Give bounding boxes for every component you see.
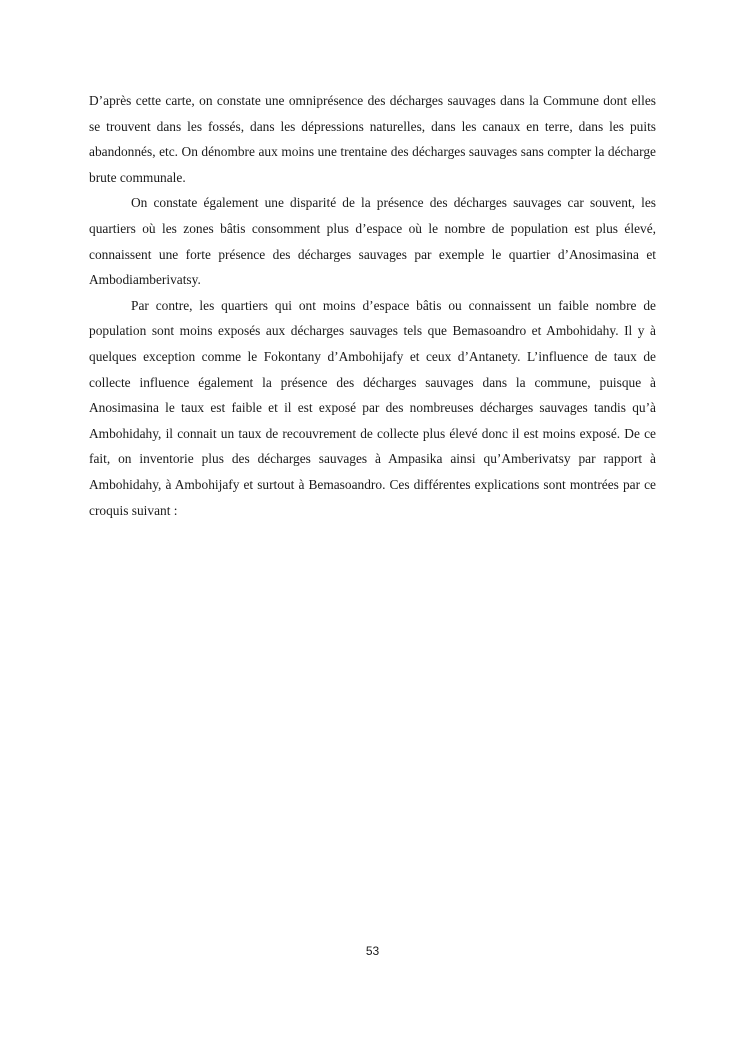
paragraph-1: D’après cette carte, on constate une omniprésence des décharges sauvages dans la Commune dont elles se trouvent dans les fossés, dans les dépressions naturelles, dans les canaux en terre, dans les puits abandonnés, etc. On dénombre aux moins une trentaine des décharges sauvages sans compter la décharge brute communale. bbox=[89, 93, 656, 185]
page-number: 53 bbox=[365, 944, 380, 958]
paragraph-2: On constate également une disparité de la présence des décharges sauvages car souvent, les quartiers où les zones bâtis consomment plus d’espace où le nombre de population est plus élevé, connaissent une forte présence des décharges sauvages par exemple le quartier d’Anosimasina et Ambodiamberivatsy. bbox=[89, 195, 656, 288]
body-text bbox=[89, 88, 656, 523]
paragraph-3: Par contre, les quartiers qui ont moins d’espace bâtis ou connaissent un faible nombre de population sont moins exposés aux décharges sauvages tels que Bemasoandro et Ambohidahy. Il y à quelques exception comme le Fokontany d’Ambohijafy et ceux d’Antanety. L’influence de taux de collecte influence également la présence des décharges sauvages dans la commune, puisque à Anosimasina le taux est faible et il est exposé par des nombreuses décharges sauvages tandis qu’à Ambohidahy, il connait un taux de recouvrement de collecte plus élevé donc il est moins exposé. De ce fait, on inventorie plus des décharges sauvages à Ampasika ainsi qu’Amberivatsy par rapport à Ambohidahy, à Ambohijafy et surtout à Bemasoandro. Ces différentes explications sont montrées par ce croquis suivant : bbox=[89, 297, 656, 518]
